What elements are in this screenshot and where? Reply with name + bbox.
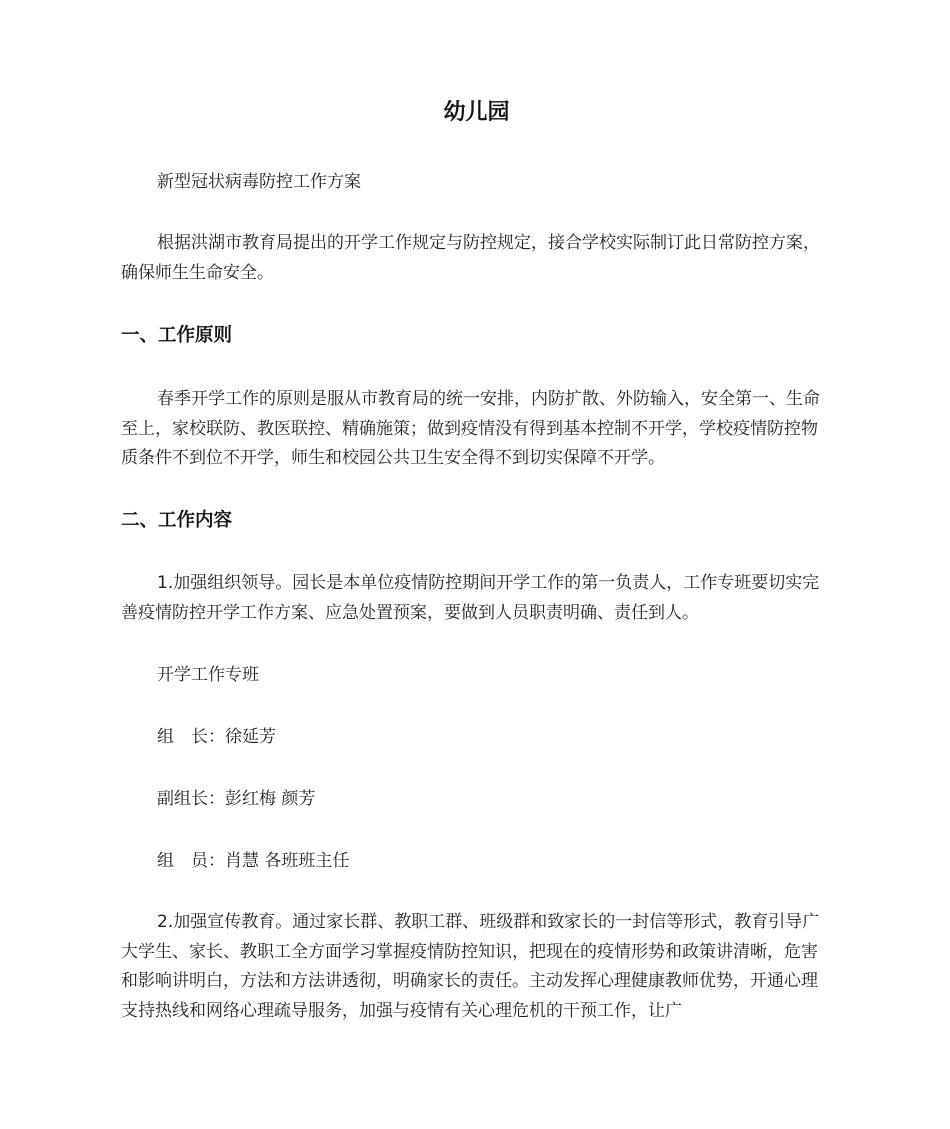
team-deputy: 副组长：彭红梅 颜芳 xyxy=(157,789,316,809)
content-item-2: 2.加强宣传教育。通过家长群、教职工群、班级群和致家长的一封信等形式，教育引导广大学生、家长、教职工全方面学习掌握疫情防控知识，把现在的疫情形势和政策讲清晰，危害和影响讲明白，方法和方法讲透彻，明确家长的责任。主动发挥心理健康教师优势，开通心理支持热线和网络心理疏导服务，加强与疫情有关心理危机的干预工作，让广 xyxy=(121,912,820,1021)
document-subtitle: 新型冠状病毒防控工作方案 xyxy=(157,172,361,192)
principles-paragraph: 春季开学工作的原则是服从市教育局的统一安排，内防扩散、外防输入，安全第一、生命至上，家校联防、教医联控、精确施策；做到疫情没有得到基本控制不开学，学校疫情防控物质条件不到位不开学，师生和校园公共卫生安全得不到切实保障不开学。 xyxy=(121,389,820,468)
section-heading-content: 二、工作内容 xyxy=(121,510,233,531)
team-title: 开学工作专班 xyxy=(157,665,259,685)
team-leader: 组 长：徐延芳 xyxy=(157,727,276,747)
content-item-1: 1.加强组织领导。园长是本单位疫情防控期间开学工作的第一负责人，工作专班要切实完善疫情防控开学工作方案、应急处置预案，要做到人员职责明确、责任到人。 xyxy=(121,573,820,623)
document-title: 幼儿园 xyxy=(443,100,510,125)
intro-paragraph: 根据洪湖市教育局提出的开学工作规定与防控规定，接合学校实际制订此日常防控方案，确保师生生命安全。 xyxy=(121,233,820,283)
team-members: 组 员：肖慧 各班班主任 xyxy=(157,851,350,871)
section-heading-principles: 一、工作原则 xyxy=(121,325,233,346)
